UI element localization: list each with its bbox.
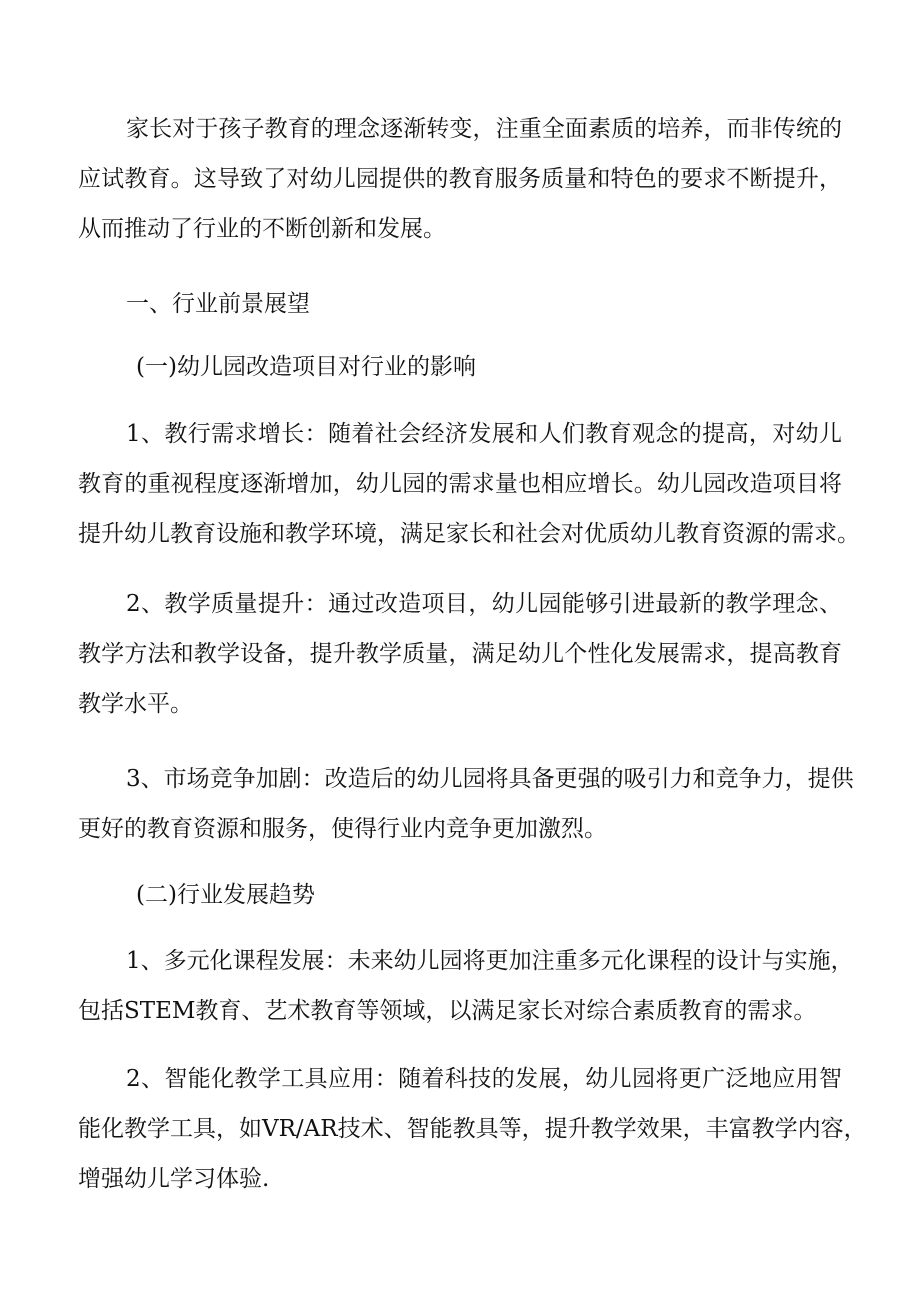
intro-line-2: 应试教育。这导致了对幼儿园提供的教育服务质量和特色的要求不断提升， [78, 166, 842, 192]
subsection-heading-trends: (二)行业发展趋势 [136, 882, 315, 908]
impact-item-3-line-1: 3、市场竞争加剧：改造后的幼儿园将具备更强的吸引力和竞争力，提供 [126, 766, 854, 792]
intro-line-3: 从而推动了行业的不断创新和发展。 [78, 216, 446, 242]
trend-item-2-line-2: 能化教学工具，如VR/AR技术、智能教具等，提升教学效果，丰富教学内容， [78, 1116, 867, 1142]
impact-item-3-line-2: 更好的教育资源和服务，使得行业内竞争更加激烈。 [78, 816, 607, 842]
impact-item-1-line-1: 1、教行需求增长：随着社会经济发展和人们教育观念的提高，对幼儿 [126, 421, 842, 447]
trend-item-1-line-2: 包括STEM教育、艺术教育等领域，以满足家长对综合素质教育的需求。 [78, 998, 817, 1024]
intro-line-1: 家长对于孩子教育的理念逐渐转变，注重全面素质的培养，而非传统的 [126, 116, 842, 142]
impact-item-1-line-3: 提升幼儿教育设施和教学环境，满足家长和社会对优质幼儿教育资源的需求。 [78, 521, 860, 547]
impact-item-2-line-2: 教学方法和教学设备，提升教学质量，满足幼儿个性化发展需求，提高教育 [78, 641, 842, 667]
impact-item-1-line-2: 教育的重视程度逐渐增加，幼儿园的需求量也相应增长。幼儿园改造项目将 [78, 471, 842, 497]
trend-item-2-line-3: 增强幼儿学习体验. [78, 1166, 270, 1192]
section-heading-outlook: 一、行业前景展望 [126, 291, 310, 317]
trend-item-2-line-1: 2、智能化教学工具应用：随着科技的发展，幼儿园将更广泛地应用智 [126, 1066, 842, 1092]
trend-item-1-line-1: 1、多元化课程发展：未来幼儿园将更加注重多元化课程的设计与实施， [126, 948, 854, 974]
impact-item-2-line-1: 2、教学质量提升：通过改造项目，幼儿园能够引进最新的教学理念、 [126, 591, 842, 617]
impact-item-2-line-3: 教学水平。 [78, 691, 193, 717]
subsection-heading-impact: (一)幼儿园改造项目对行业的影响 [136, 354, 476, 380]
